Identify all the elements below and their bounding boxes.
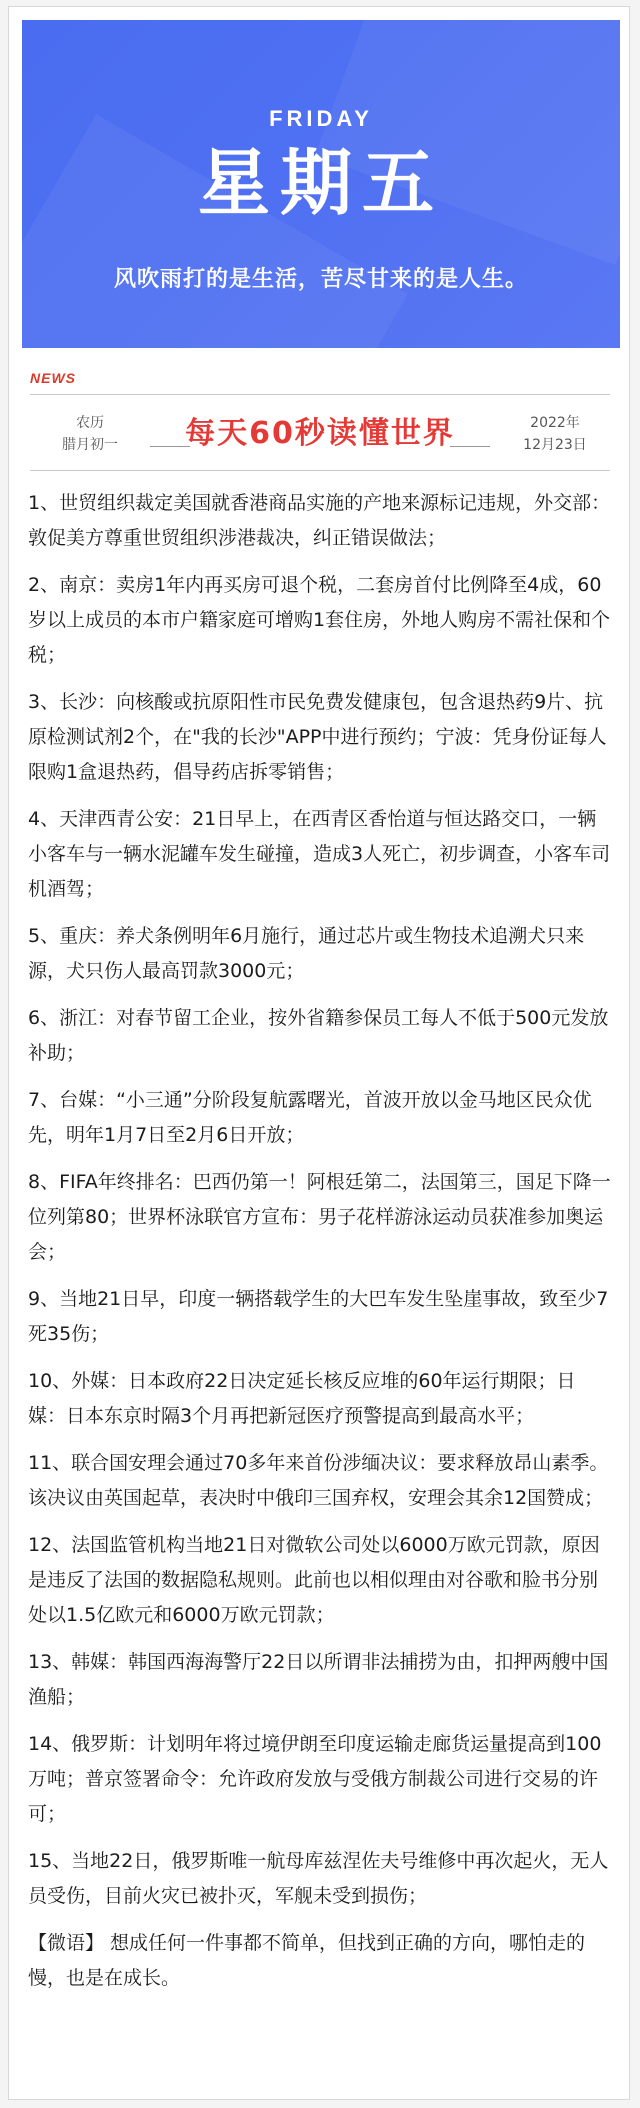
news-item: 15、当地22日，俄罗斯唯一航母库兹涅佐夫号维修中再次起火，无人员受伤，目前火灾已被扑灭，军舰未受到损伤； — [28, 1850, 609, 1907]
news-list — [28, 486, 612, 2008]
weekday-chinese: 星期五 — [197, 141, 444, 225]
news-item: 7、台媒：“小三通”分阶段复航露曙光，首波开放以金马地区民众优先，明年1月7日至2月6日开放； — [28, 1089, 592, 1146]
banner-slogan: 风吹雨打的是生活，苦尽甘来的是人生。 — [113, 266, 528, 292]
news-item: 12、法国监管机构当地21日对微软公司处以6000万欧元罚款，原因是违反了法国的数据隐私规则。此前也以相似理由对谷歌和脸书分别处以1.5亿欧元和6000万欧元罚款； — [28, 1534, 600, 1626]
news-item: 1、世贸组织裁定美国就香港商品实施的产地来源标记违规，外交部：敦促美方尊重世贸组织涉港裁决，纠正错误做法； — [28, 492, 611, 549]
weekday-banner — [22, 20, 620, 348]
title-line-right — [450, 446, 490, 447]
news-item: 3、长沙：向核酸或抗原阳性市民免费发健康包，包含退热药9片、抗原检测试剂2个，在"我的长沙"APP中进行预约；宁波：凭身份证每人限购1盒退热药，倡导药店拆零销售； — [28, 691, 607, 783]
divider — [30, 470, 610, 471]
news-item: 8、FIFA年终排名：巴西仍第一！阿根廷第二，法国第三，国足下降一位列第80；世界杯泳联官方宣布：男子花样游泳运动员获准参加奥运会； — [28, 1171, 611, 1263]
page-title: 每天60秒读懂世界 — [185, 416, 455, 451]
daily-quote: 【微语】 想成任何一件事都不简单，但找到正确的方向，哪怕走的慢，也是在成长。 — [28, 1932, 586, 1989]
news-item: 10、外媒：日本政府22日决定延长核反应堆的60年运行期限；日媒：日本东京时隔3个月再把新冠医疗预警提高到最高水平； — [28, 1370, 576, 1427]
news-item: 13、韩媒：韩国西海海警厅22日以所谓非法捕捞为由，扣押两艘中国渔船； — [28, 1651, 609, 1708]
news-item: 4、天津西青公安：21日早上，在西青区香怡道与恒达路交口，一辆小客车与一辆水泥罐车发生碰撞，造成3人死亡，初步调查，小客车司机酒驾； — [28, 808, 611, 900]
date-year: 2022年 — [530, 415, 580, 431]
weekday-english: FRIDAY — [269, 106, 373, 131]
date-month-day: 12月23日 — [523, 437, 587, 453]
news-item: 14、俄罗斯：计划明年将过境伊朗至印度运输走廊货运量提高到100万吨；普京签署命令：允许政府发放与受俄方制裁公司进行交易的许可； — [28, 1733, 602, 1825]
lunar-date: 腊月初一 — [62, 437, 118, 453]
news-item: 6、浙江：对春节留工企业，按外省籍参保员工每人不低于500元发放补助； — [28, 1007, 609, 1064]
news-item: 2、南京：卖房1年内再买房可退个税，二套房首付比例降至4成，60岁以上成员的本市户籍家庭可增购1套住房，外地人购房不需社保和个税； — [28, 574, 611, 666]
news-item: 11、联合国安理会通过70多年来首份涉缅决议：要求释放昂山素季。该决议由英国起草，表决时中俄印三国弃权，安理会其余12国赞成； — [28, 1452, 609, 1509]
lunar-date-block — [40, 412, 140, 456]
divider — [30, 394, 610, 395]
date-block — [500, 412, 610, 456]
news-label: NEWS — [30, 370, 76, 386]
news-item: 5、重庆：养犬条例明年6月施行，通过芯片或生物技术追溯犬只来源，犬只伤人最高罚款3000元； — [28, 925, 585, 982]
lunar-label: 农历 — [76, 415, 104, 431]
news-item: 9、当地21日早，印度一辆搭载学生的大巴车发生坠崖事故，致至少7死35伤； — [28, 1288, 609, 1345]
